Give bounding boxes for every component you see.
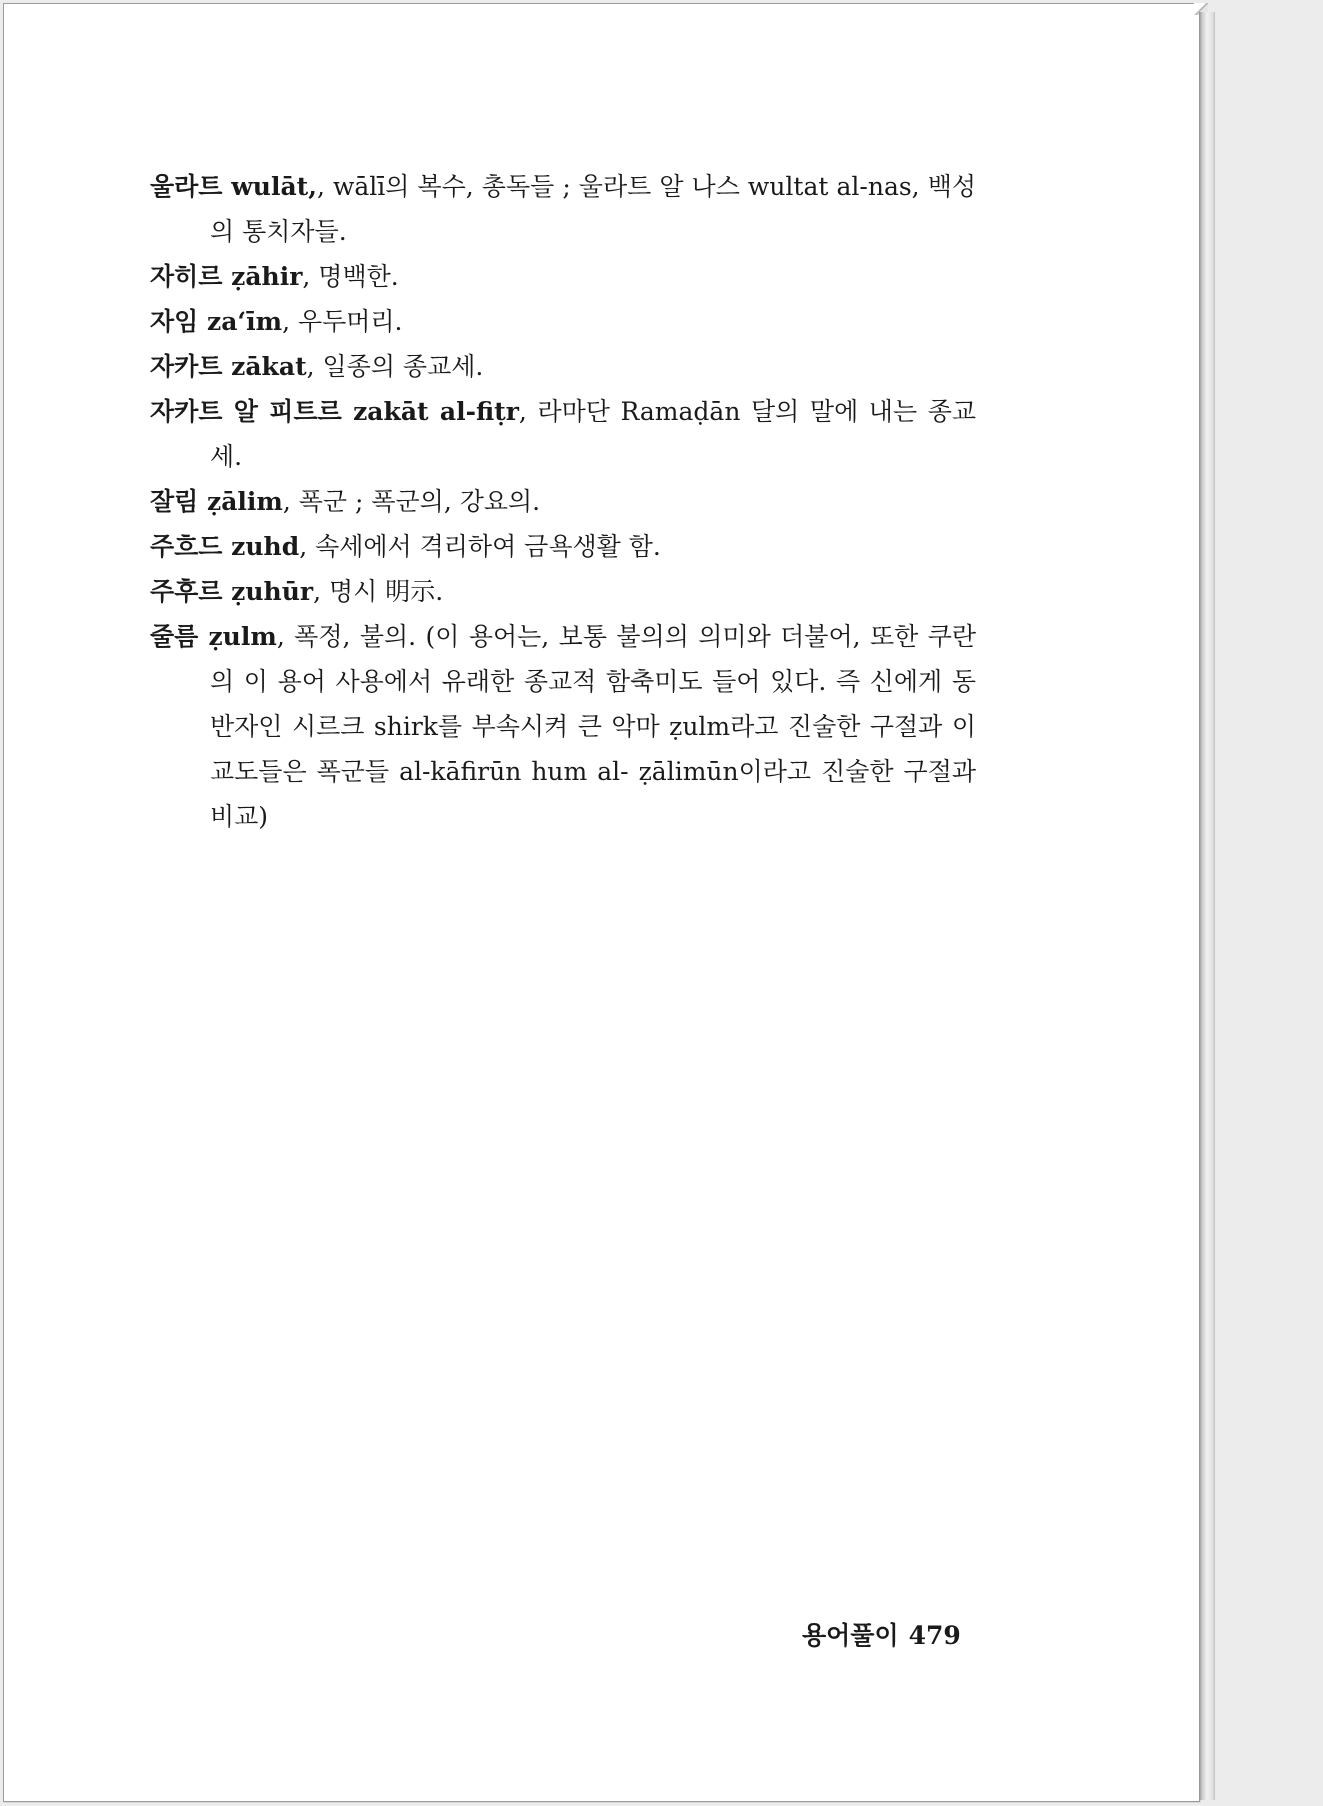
entry-term: 자히르 ẓāhir [150, 262, 303, 291]
entry-term: 줄름 ẓulm [150, 622, 277, 651]
glossary-entry [150, 344, 976, 389]
entry-definition: , 속세에서 격리하여 금욕생활 함. [299, 532, 661, 561]
glossary-entry [150, 254, 976, 299]
glossary-entry [150, 164, 976, 254]
entry-definition: , 명백한. [302, 262, 399, 291]
page-stack-edge [1199, 12, 1215, 1800]
glossary-entry [150, 389, 976, 479]
entry-term: 자카트 zākat [150, 352, 307, 381]
entry-definition: , 라마단 Ramaḍān 달의 말에 내는 종교세. [210, 397, 977, 471]
entry-term: 주후르 ẓuhūr [150, 577, 314, 606]
running-footer-title: 용어풀이 [802, 1621, 899, 1650]
page-footer [802, 1616, 961, 1652]
entry-definition: , wālī의 복수, 총독들 ; 울라트 알 나스 wultat al-nas, 백성의 통치자들. [210, 172, 976, 246]
entry-term: 자카트 알 피트르 zakāt al-fiṭr [150, 397, 519, 426]
glossary-entry [150, 299, 976, 344]
glossary-entries [150, 164, 976, 839]
glossary-entry [150, 524, 976, 569]
entry-definition: , 일종의 종교세. [306, 352, 484, 381]
entry-definition: , 폭정, 불의. (이 용어는, 보통 불의의 의미와 더불어, 또한 쿠란의 이 용어 사용에서 유래한 종교적 함축미도 들어 있다. 즉 신에게 동반자인 시르크 shirk를 부속시켜 큰 악마 ẓulm라고 진술한 구절과 이교도들은 폭군들 al-kāfirūn hum al- ẓālimūn이라고 진술한 구절과 비교) [210, 622, 976, 831]
entry-definition: , 폭군 ; 폭군의, 강요의. [282, 487, 541, 516]
entry-term: 잘림 ẓālim [150, 487, 283, 516]
page-number: 479 [908, 1621, 961, 1650]
glossary-entry [150, 479, 976, 524]
entry-term: 울라트 wulāt, [150, 172, 317, 201]
entry-definition: , 우두머리. [282, 307, 403, 336]
glossary-entry [150, 614, 976, 839]
entry-definition: , 명시 明示. [313, 577, 444, 606]
entry-term: 주흐드 zuhd [150, 532, 300, 561]
entry-term: 자임 za‘īm [150, 307, 283, 336]
glossary-entry [150, 569, 976, 614]
